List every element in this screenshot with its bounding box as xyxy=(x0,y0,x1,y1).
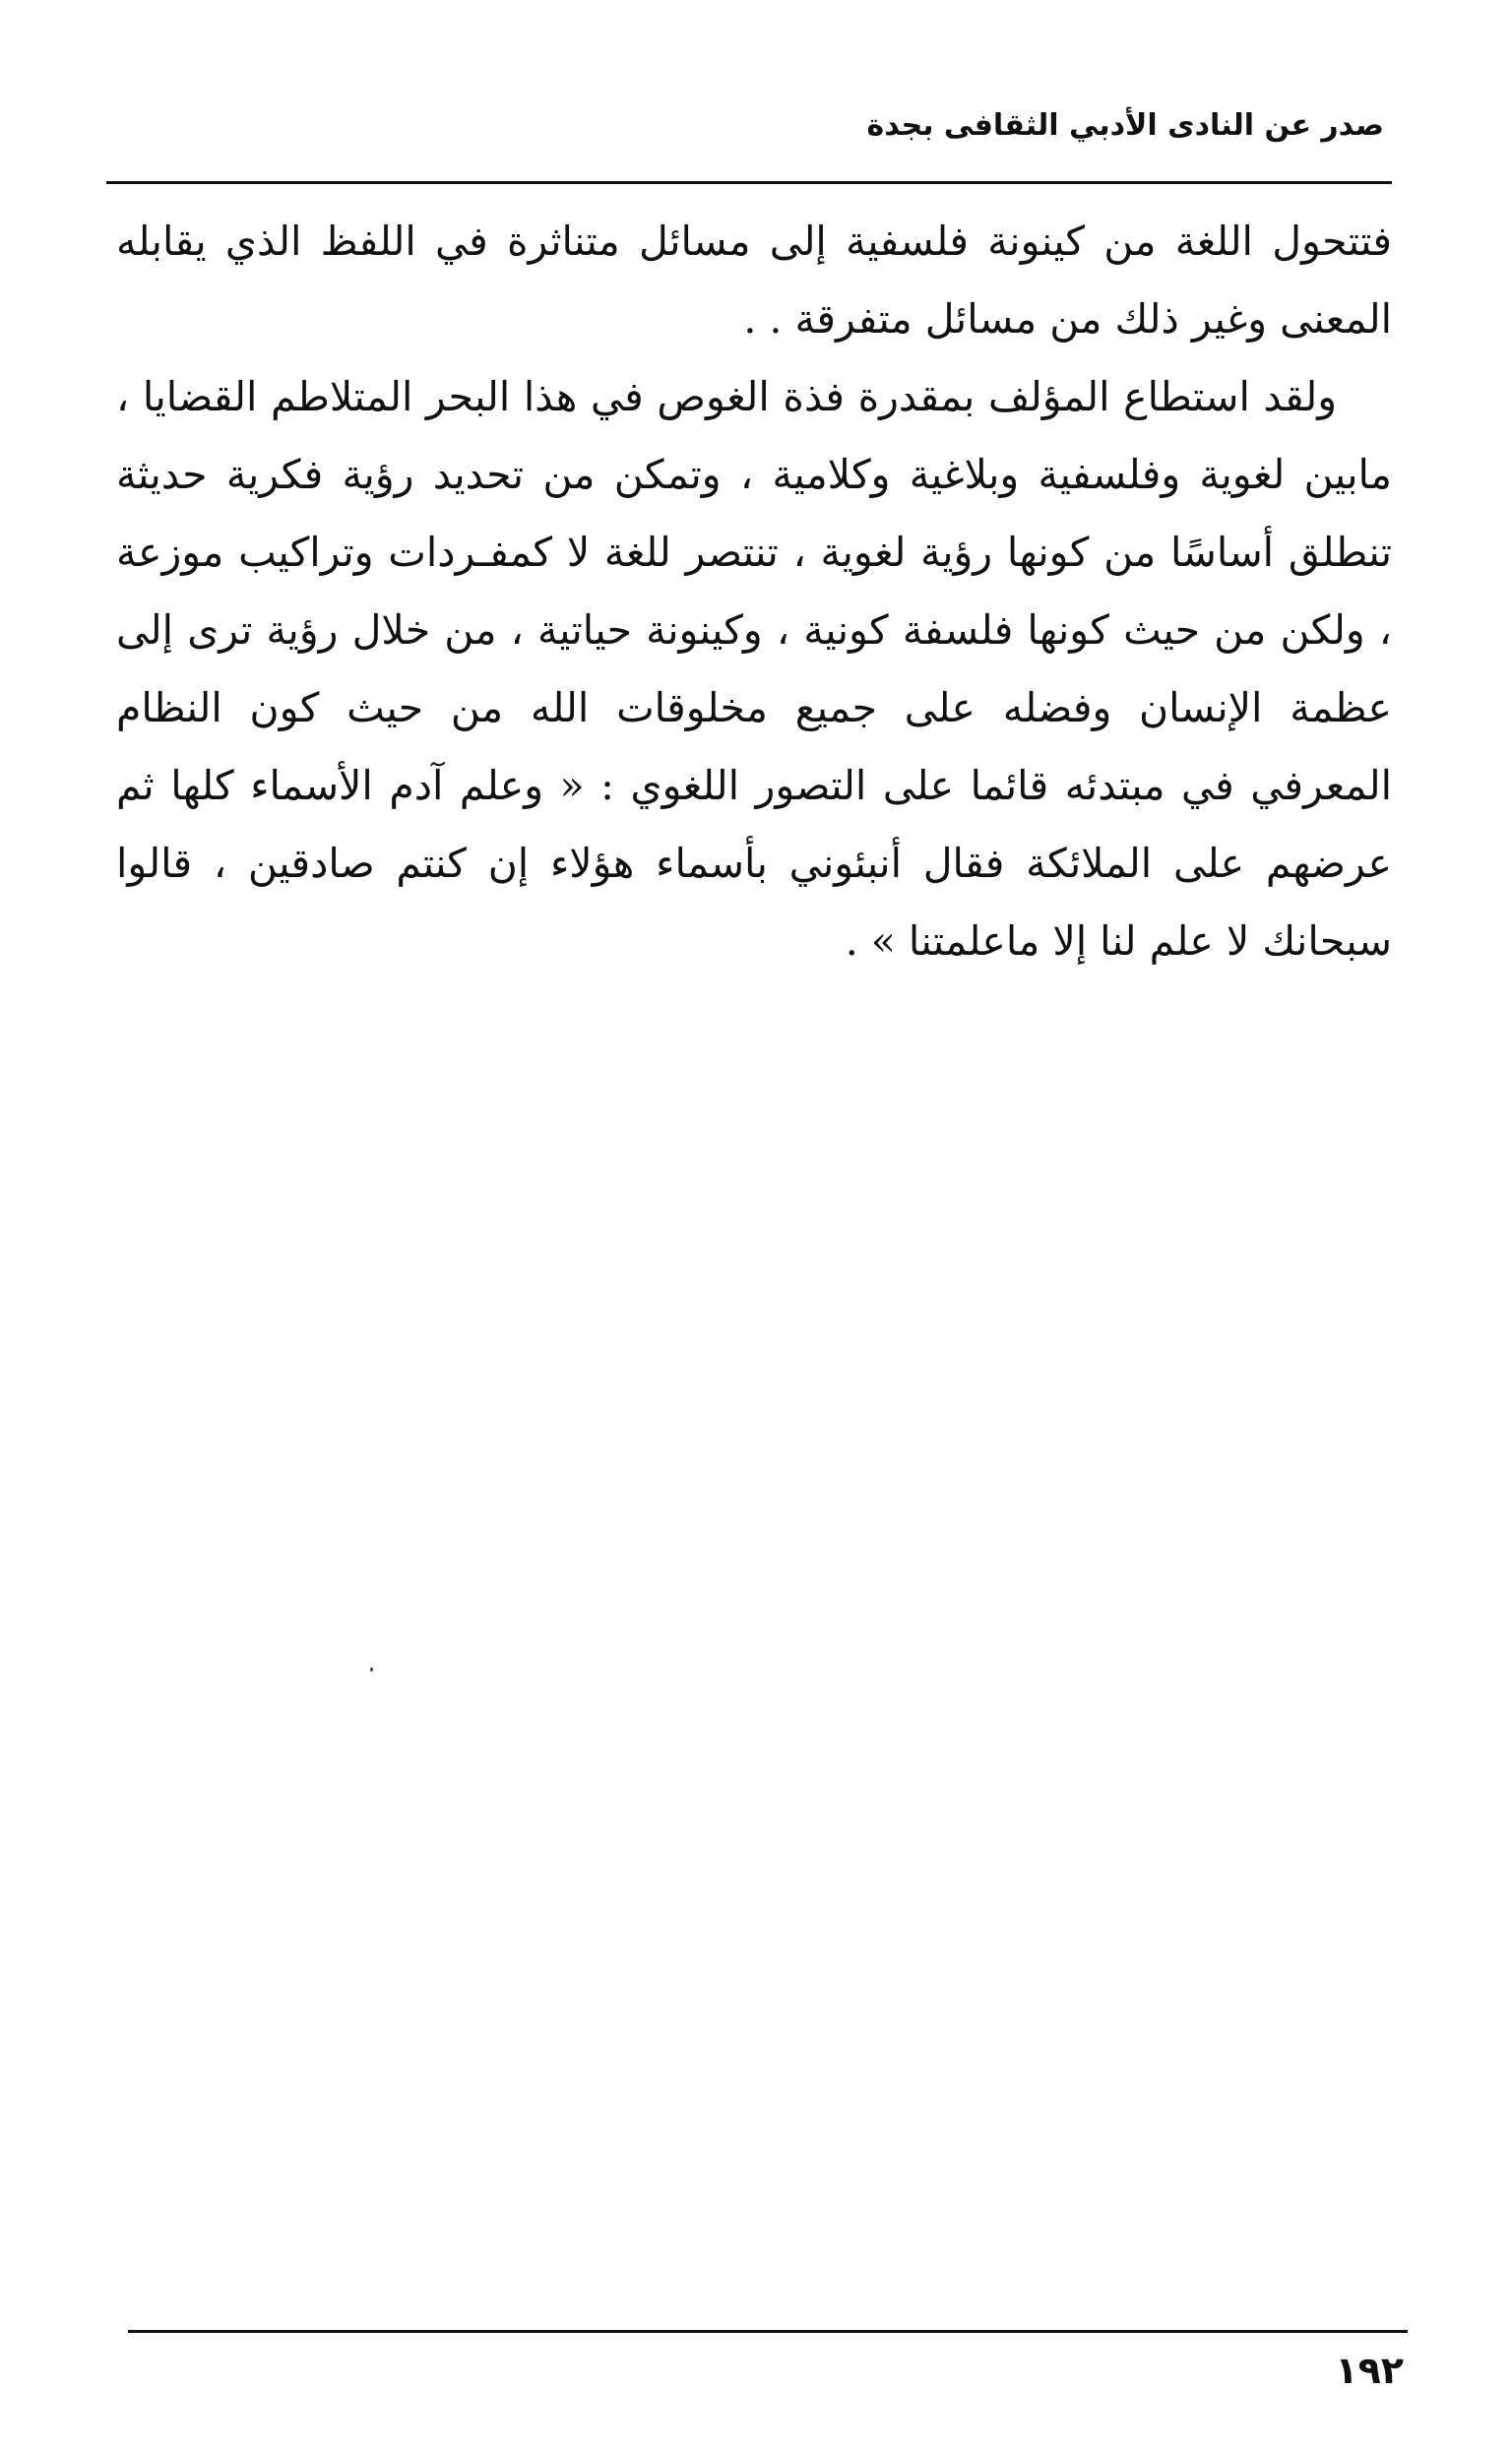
scan-speck xyxy=(370,1667,373,1671)
footer-rule xyxy=(128,2330,1408,2333)
header-rule xyxy=(106,181,1392,184)
body-text xyxy=(116,203,1392,980)
running-header: صدر عن النادى الأدبي الثقافى بجدة xyxy=(866,108,1384,143)
paragraph-1: فتتحول اللغة من كينونة فلسفية إلى مسائل متناثرة في اللفظ الذي يقابله المعنى وغير ذلك من مسائل متفرقة . . xyxy=(116,218,1392,343)
page-number: ١٩٢ xyxy=(1335,2349,1404,2392)
paragraph-2: ولقد استطاع المؤلف بمقدرة فذة الغوص في هذا البحر المتلاطم القضايا ، مابين لغوية وفلسفية وبلاغية وكلامية ، وتمكن من تحديد رؤية فكرية حديثة تنطلق أساسًا من كونها رؤية لغوية ، تنتصر للغة لا كمفـردات وتراكيب موزعة ، ولكن من حيث كونها فلسفة كونية ، وكينونة حياتية ، من خلال رؤية ترى إلى عظمة الإنسان وفضله على جميع مخلوقات الله من حيث كون النظام المعرفي في مبتدئه قائما على التصور اللغوي : « وعلم آدم الأسماء كلها ثم عرضهم على الملائكة فقال أنبئوني بأسماء هؤلاء إن كنتم صادقين ، قالوا سبحانك لا علم لنا إلا ماعلمتنا » . xyxy=(116,373,1392,965)
